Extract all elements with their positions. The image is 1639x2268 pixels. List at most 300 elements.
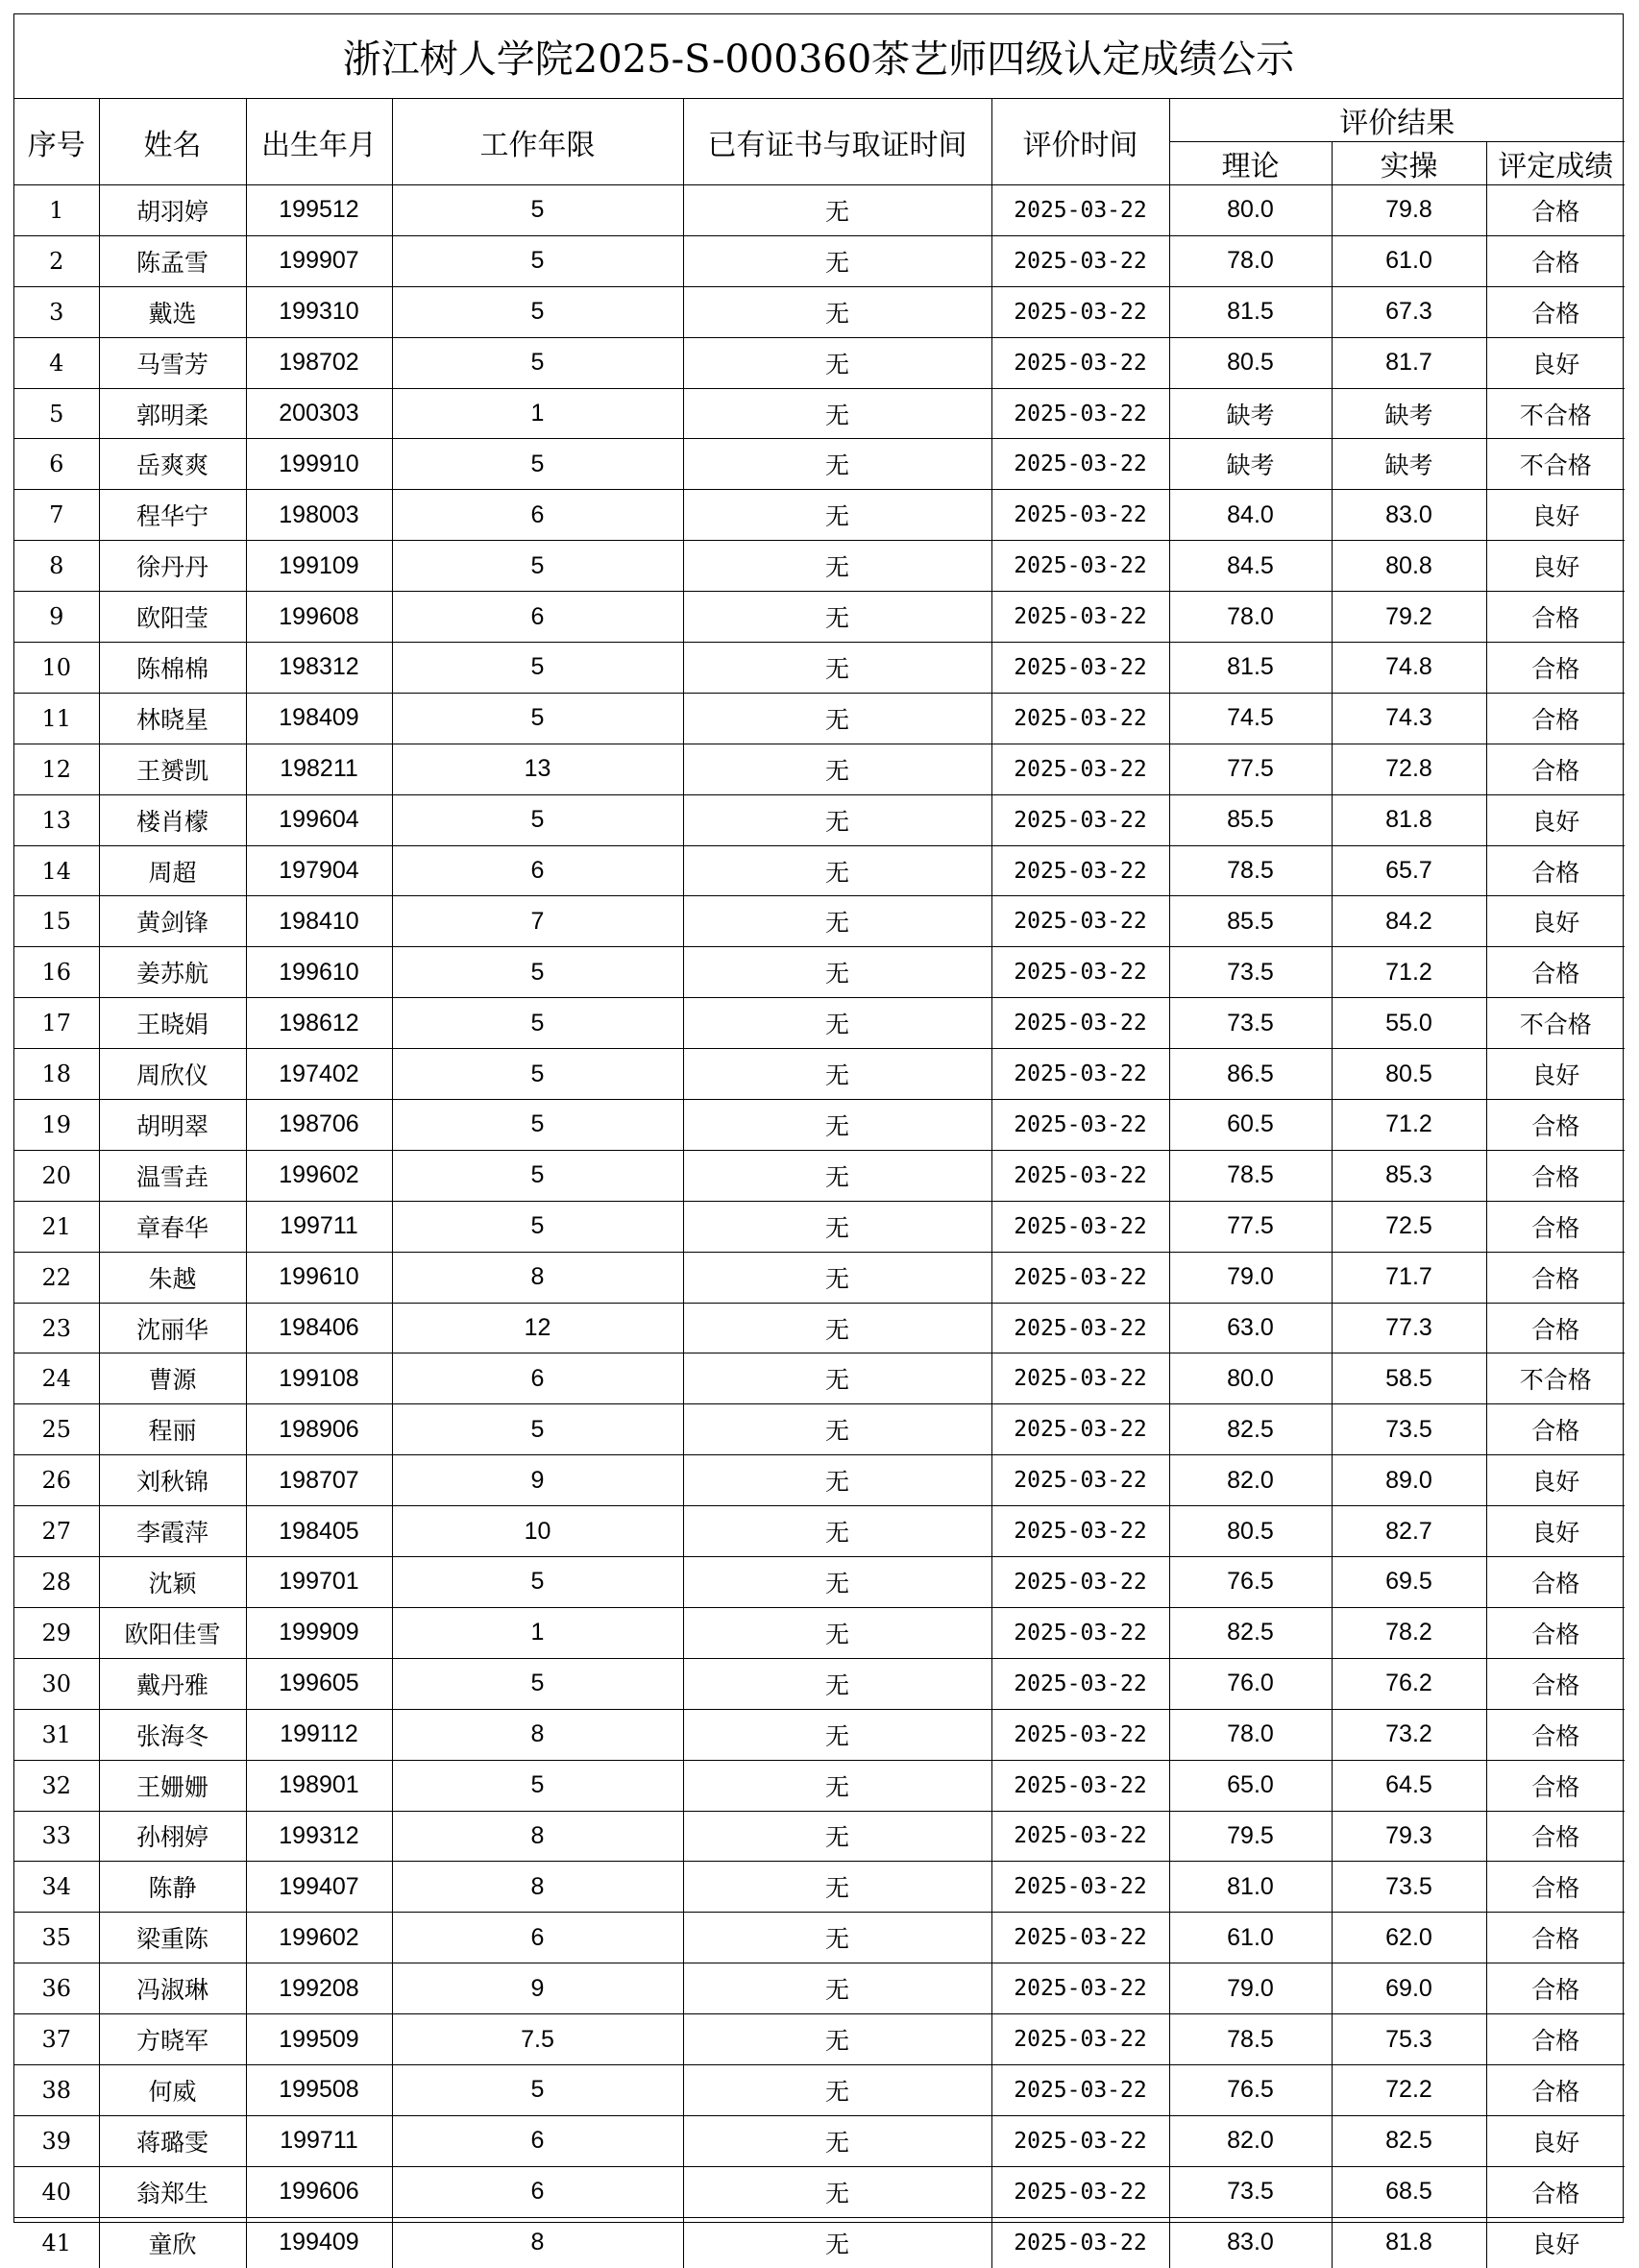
header-eval-time: 评价时间 (991, 99, 1169, 185)
cell-eval-date: 2025-03-22 (991, 185, 1169, 236)
cell-practice: 55.0 (1332, 998, 1486, 1049)
cell-birth: 198906 (246, 1404, 392, 1455)
cell-cert: 无 (683, 2115, 991, 2166)
cell-grade: 不合格 (1486, 439, 1625, 490)
table-row (14, 1404, 1625, 1455)
cell-name: 郭明柔 (99, 388, 246, 439)
cell-years: 8 (392, 2217, 683, 2267)
table-row (14, 1252, 1625, 1303)
cell-seq: 2 (14, 235, 99, 286)
cell-cert: 无 (683, 1252, 991, 1303)
cell-eval-date: 2025-03-22 (991, 643, 1169, 694)
cell-eval-date: 2025-03-22 (991, 286, 1169, 337)
table-row (14, 744, 1625, 794)
cell-eval-date: 2025-03-22 (991, 1404, 1169, 1455)
cell-birth: 199701 (246, 1557, 392, 1608)
cell-practice: 64.5 (1332, 1760, 1486, 1811)
cell-grade: 合格 (1486, 1303, 1625, 1353)
cell-seq: 36 (14, 1963, 99, 2014)
table-row (14, 592, 1625, 643)
cell-seq: 5 (14, 388, 99, 439)
cell-theory: 65.0 (1169, 1760, 1332, 1811)
cell-grade: 合格 (1486, 693, 1625, 744)
table-row (14, 1607, 1625, 1658)
cell-practice: 76.2 (1332, 1658, 1486, 1709)
cell-theory: 缺考 (1169, 388, 1332, 439)
cell-eval-date: 2025-03-22 (991, 693, 1169, 744)
table-row (14, 2115, 1625, 2166)
cell-cert: 无 (683, 845, 991, 896)
cell-years: 13 (392, 744, 683, 794)
cell-name: 马雪芳 (99, 337, 246, 388)
cell-theory: 82.0 (1169, 2115, 1332, 2166)
cell-seq: 32 (14, 1760, 99, 1811)
table-row (14, 1506, 1625, 1557)
cell-cert: 无 (683, 693, 991, 744)
page-title: 浙江树人学院2025-S-000360茶艺师四级认定成绩公示 (14, 14, 1623, 99)
cell-theory: 79.0 (1169, 1252, 1332, 1303)
cell-years: 5 (392, 1760, 683, 1811)
cell-grade: 合格 (1486, 845, 1625, 896)
cell-seq: 6 (14, 439, 99, 490)
cell-eval-date: 2025-03-22 (991, 1303, 1169, 1353)
cell-eval-date: 2025-03-22 (991, 1049, 1169, 1100)
cell-theory: 77.5 (1169, 744, 1332, 794)
cell-practice: 缺考 (1332, 388, 1486, 439)
cell-cert: 无 (683, 286, 991, 337)
cell-practice: 79.3 (1332, 1811, 1486, 1862)
cell-grade: 良好 (1486, 1049, 1625, 1100)
cell-name: 陈静 (99, 1862, 246, 1913)
cell-practice: 62.0 (1332, 1913, 1486, 1963)
cell-eval-date: 2025-03-22 (991, 2217, 1169, 2267)
cell-theory: 78.5 (1169, 1150, 1332, 1201)
cell-eval-date: 2025-03-22 (991, 1150, 1169, 1201)
cell-eval-date: 2025-03-22 (991, 1760, 1169, 1811)
cell-grade: 合格 (1486, 643, 1625, 694)
cell-eval-date: 2025-03-22 (991, 388, 1169, 439)
cell-theory: 73.5 (1169, 2166, 1332, 2217)
cell-eval-date: 2025-03-22 (991, 794, 1169, 845)
cell-birth: 198406 (246, 1303, 392, 1353)
cell-cert: 无 (683, 1709, 991, 1760)
cell-years: 5 (392, 1201, 683, 1252)
cell-eval-date: 2025-03-22 (991, 2014, 1169, 2065)
cell-years: 5 (392, 693, 683, 744)
cell-eval-date: 2025-03-22 (991, 490, 1169, 541)
cell-birth: 198707 (246, 1455, 392, 1506)
cell-seq: 29 (14, 1607, 99, 1658)
cell-practice: 72.2 (1332, 2064, 1486, 2115)
cell-cert: 无 (683, 490, 991, 541)
cell-grade: 合格 (1486, 1913, 1625, 1963)
cell-birth: 199604 (246, 794, 392, 845)
cell-practice: 68.5 (1332, 2166, 1486, 2217)
cell-grade: 良好 (1486, 490, 1625, 541)
cell-grade: 合格 (1486, 744, 1625, 794)
cell-eval-date: 2025-03-22 (991, 2166, 1169, 2217)
cell-cert: 无 (683, 1150, 991, 1201)
cell-name: 林晓星 (99, 693, 246, 744)
table-row (14, 845, 1625, 896)
cell-birth: 199509 (246, 2014, 392, 2065)
cell-practice: 80.5 (1332, 1049, 1486, 1100)
cell-grade: 合格 (1486, 1100, 1625, 1151)
cell-years: 1 (392, 388, 683, 439)
cell-name: 蒋璐雯 (99, 2115, 246, 2166)
cell-eval-date: 2025-03-22 (991, 744, 1169, 794)
cell-theory: 80.0 (1169, 185, 1332, 236)
cell-name: 孙栩婷 (99, 1811, 246, 1862)
table-row (14, 439, 1625, 490)
cell-theory: 78.0 (1169, 1709, 1332, 1760)
cell-years: 5 (392, 794, 683, 845)
cell-years: 5 (392, 947, 683, 998)
cell-birth: 199606 (246, 2166, 392, 2217)
cell-birth: 199109 (246, 541, 392, 592)
cell-cert: 无 (683, 185, 991, 236)
cell-cert: 无 (683, 794, 991, 845)
cell-practice: 73.5 (1332, 1404, 1486, 1455)
cell-seq: 26 (14, 1455, 99, 1506)
cell-practice: 69.0 (1332, 1963, 1486, 2014)
cell-seq: 1 (14, 185, 99, 236)
cell-name: 童欣 (99, 2217, 246, 2267)
cell-cert: 无 (683, 541, 991, 592)
cell-name: 沈丽华 (99, 1303, 246, 1353)
cell-name: 陈孟雪 (99, 235, 246, 286)
table-row (14, 947, 1625, 998)
cell-years: 5 (392, 1100, 683, 1151)
cell-eval-date: 2025-03-22 (991, 1963, 1169, 2014)
cell-name: 王晓娟 (99, 998, 246, 1049)
cell-seq: 21 (14, 1201, 99, 1252)
table-row (14, 1862, 1625, 1913)
cell-cert: 无 (683, 1303, 991, 1353)
cell-grade: 合格 (1486, 1201, 1625, 1252)
cell-years: 1 (392, 1607, 683, 1658)
cell-name: 王姗姗 (99, 1760, 246, 1811)
cell-theory: 81.0 (1169, 1862, 1332, 1913)
cell-grade: 合格 (1486, 185, 1625, 236)
cell-eval-date: 2025-03-22 (991, 1607, 1169, 1658)
cell-birth: 198409 (246, 693, 392, 744)
table-row (14, 1100, 1625, 1151)
cell-seq: 17 (14, 998, 99, 1049)
cell-grade: 良好 (1486, 2115, 1625, 2166)
cell-years: 5 (392, 286, 683, 337)
cell-theory: 78.0 (1169, 235, 1332, 286)
cell-cert: 无 (683, 1607, 991, 1658)
cell-grade: 合格 (1486, 2014, 1625, 2065)
table-body (14, 185, 1625, 2268)
cell-theory: 76.5 (1169, 2064, 1332, 2115)
table-row (14, 2217, 1625, 2267)
cell-eval-date: 2025-03-22 (991, 1658, 1169, 1709)
cell-birth: 199602 (246, 1150, 392, 1201)
table-row (14, 1150, 1625, 1201)
cell-years: 12 (392, 1303, 683, 1353)
cell-cert: 无 (683, 744, 991, 794)
cell-years: 5 (392, 185, 683, 236)
cell-theory: 80.5 (1169, 337, 1332, 388)
cell-birth: 199909 (246, 1607, 392, 1658)
cell-grade: 良好 (1486, 896, 1625, 947)
cell-cert: 无 (683, 896, 991, 947)
cell-theory: 78.5 (1169, 2014, 1332, 2065)
cell-name: 胡明翠 (99, 1100, 246, 1151)
cell-years: 5 (392, 2064, 683, 2115)
cell-name: 章春华 (99, 1201, 246, 1252)
cell-theory: 84.5 (1169, 541, 1332, 592)
table-row (14, 1353, 1625, 1404)
table-row (14, 541, 1625, 592)
cell-cert: 无 (683, 643, 991, 694)
cell-eval-date: 2025-03-22 (991, 1709, 1169, 1760)
table-row (14, 1049, 1625, 1100)
cell-practice: 71.2 (1332, 1100, 1486, 1151)
cell-birth: 199907 (246, 235, 392, 286)
table-row (14, 235, 1625, 286)
cell-years: 9 (392, 1455, 683, 1506)
cell-years: 5 (392, 1404, 683, 1455)
cell-theory: 78.5 (1169, 845, 1332, 896)
cell-cert: 无 (683, 947, 991, 998)
cell-eval-date: 2025-03-22 (991, 541, 1169, 592)
cell-name: 岳爽爽 (99, 439, 246, 490)
cell-birth: 198003 (246, 490, 392, 541)
table-row (14, 998, 1625, 1049)
cell-eval-date: 2025-03-22 (991, 1862, 1169, 1913)
cell-name: 周欣仪 (99, 1049, 246, 1100)
cell-seq: 9 (14, 592, 99, 643)
cell-theory: 63.0 (1169, 1303, 1332, 1353)
cell-grade: 良好 (1486, 1506, 1625, 1557)
table-row (14, 693, 1625, 744)
header-practice: 实操 (1332, 142, 1486, 185)
cell-theory: 82.5 (1169, 1607, 1332, 1658)
cell-name: 翁郑生 (99, 2166, 246, 2217)
cell-birth: 199610 (246, 1252, 392, 1303)
cell-seq: 8 (14, 541, 99, 592)
cell-years: 5 (392, 1557, 683, 1608)
cell-birth: 199407 (246, 1862, 392, 1913)
cell-practice: 81.8 (1332, 794, 1486, 845)
cell-years: 5 (392, 439, 683, 490)
cell-seq: 16 (14, 947, 99, 998)
cell-grade: 良好 (1486, 794, 1625, 845)
cell-theory: 81.5 (1169, 643, 1332, 694)
cell-cert: 无 (683, 1913, 991, 1963)
cell-birth: 199108 (246, 1353, 392, 1404)
cell-grade: 不合格 (1486, 1353, 1625, 1404)
cell-eval-date: 2025-03-22 (991, 845, 1169, 896)
cell-years: 10 (392, 1506, 683, 1557)
cell-name: 欧阳佳雪 (99, 1607, 246, 1658)
cell-grade: 良好 (1486, 337, 1625, 388)
table-row (14, 1913, 1625, 1963)
cell-practice: 83.0 (1332, 490, 1486, 541)
cell-years: 8 (392, 1252, 683, 1303)
table-row (14, 185, 1625, 236)
cell-name: 梁重陈 (99, 1913, 246, 1963)
cell-grade: 合格 (1486, 286, 1625, 337)
cell-theory: 82.0 (1169, 1455, 1332, 1506)
cell-eval-date: 2025-03-22 (991, 1913, 1169, 1963)
cell-grade: 合格 (1486, 1862, 1625, 1913)
cell-grade: 合格 (1486, 2064, 1625, 2115)
cell-birth: 199112 (246, 1709, 392, 1760)
cell-name: 程丽 (99, 1404, 246, 1455)
cell-years: 6 (392, 2115, 683, 2166)
cell-birth: 198702 (246, 337, 392, 388)
cell-birth: 198901 (246, 1760, 392, 1811)
table-row (14, 1811, 1625, 1862)
cell-cert: 无 (683, 1455, 991, 1506)
table-row (14, 1963, 1625, 2014)
cell-name: 温雪垚 (99, 1150, 246, 1201)
cell-years: 5 (392, 998, 683, 1049)
cell-cert: 无 (683, 1811, 991, 1862)
cell-grade: 合格 (1486, 235, 1625, 286)
cell-name: 何威 (99, 2064, 246, 2115)
cell-theory: 84.0 (1169, 490, 1332, 541)
cell-name: 刘秋锦 (99, 1455, 246, 1506)
cell-practice: 65.7 (1332, 845, 1486, 896)
cell-seq: 41 (14, 2217, 99, 2267)
cell-name: 朱越 (99, 1252, 246, 1303)
cell-eval-date: 2025-03-22 (991, 2115, 1169, 2166)
cell-practice: 缺考 (1332, 439, 1486, 490)
cell-cert: 无 (683, 1201, 991, 1252)
cell-seq: 23 (14, 1303, 99, 1353)
cell-practice: 79.8 (1332, 185, 1486, 236)
cell-theory: 缺考 (1169, 439, 1332, 490)
cell-birth: 199910 (246, 439, 392, 490)
cell-name: 冯淑琳 (99, 1963, 246, 2014)
cell-practice: 74.3 (1332, 693, 1486, 744)
cell-name: 陈棉棉 (99, 643, 246, 694)
cell-cert: 无 (683, 1506, 991, 1557)
cell-grade: 合格 (1486, 1150, 1625, 1201)
cell-years: 5 (392, 1658, 683, 1709)
cell-theory: 61.0 (1169, 1913, 1332, 1963)
table-row (14, 2064, 1625, 2115)
cell-grade: 合格 (1486, 1811, 1625, 1862)
cell-practice: 75.3 (1332, 2014, 1486, 2065)
cell-birth: 200303 (246, 388, 392, 439)
cell-cert: 无 (683, 2166, 991, 2217)
cell-seq: 38 (14, 2064, 99, 2115)
header-seq: 序号 (14, 99, 99, 185)
cell-seq: 31 (14, 1709, 99, 1760)
cell-seq: 14 (14, 845, 99, 896)
cell-seq: 22 (14, 1252, 99, 1303)
cell-eval-date: 2025-03-22 (991, 1557, 1169, 1608)
cell-birth: 199605 (246, 1658, 392, 1709)
cell-cert: 无 (683, 2064, 991, 2115)
cell-eval-date: 2025-03-22 (991, 592, 1169, 643)
cell-name: 姜苏航 (99, 947, 246, 998)
cell-theory: 74.5 (1169, 693, 1332, 744)
cell-practice: 71.2 (1332, 947, 1486, 998)
cell-practice: 80.8 (1332, 541, 1486, 592)
cell-eval-date: 2025-03-22 (991, 947, 1169, 998)
cell-birth: 197402 (246, 1049, 392, 1100)
cell-cert: 无 (683, 998, 991, 1049)
header-birth: 出生年月 (246, 99, 392, 185)
cell-years: 7.5 (392, 2014, 683, 2065)
score-sheet (13, 13, 1624, 2258)
cell-grade: 合格 (1486, 1607, 1625, 1658)
cell-practice: 84.2 (1332, 896, 1486, 947)
cell-birth: 199512 (246, 185, 392, 236)
cell-eval-date: 2025-03-22 (991, 998, 1169, 1049)
cell-eval-date: 2025-03-22 (991, 439, 1169, 490)
cell-name: 程华宁 (99, 490, 246, 541)
cell-years: 6 (392, 592, 683, 643)
cell-practice: 73.5 (1332, 1862, 1486, 1913)
cell-name: 欧阳莹 (99, 592, 246, 643)
table-row (14, 388, 1625, 439)
cell-practice: 81.8 (1332, 2217, 1486, 2267)
cell-name: 戴选 (99, 286, 246, 337)
cell-years: 5 (392, 541, 683, 592)
cell-cert: 无 (683, 1100, 991, 1151)
cell-name: 李霞萍 (99, 1506, 246, 1557)
cell-cert: 无 (683, 1049, 991, 1100)
cell-seq: 7 (14, 490, 99, 541)
header-grade: 评定成绩 (1486, 142, 1625, 185)
table-row (14, 2166, 1625, 2217)
score-table (14, 99, 1625, 2268)
cell-theory: 76.5 (1169, 1557, 1332, 1608)
cell-years: 5 (392, 235, 683, 286)
cell-practice: 81.7 (1332, 337, 1486, 388)
cell-eval-date: 2025-03-22 (991, 337, 1169, 388)
cell-cert: 无 (683, 1557, 991, 1608)
cell-name: 胡羽婷 (99, 185, 246, 236)
cell-practice: 85.3 (1332, 1150, 1486, 1201)
cell-grade: 合格 (1486, 947, 1625, 998)
cell-name: 周超 (99, 845, 246, 896)
cell-birth: 199310 (246, 286, 392, 337)
table-row (14, 1557, 1625, 1608)
cell-practice: 72.5 (1332, 1201, 1486, 1252)
cell-birth: 199711 (246, 1201, 392, 1252)
cell-practice: 89.0 (1332, 1455, 1486, 1506)
cell-grade: 合格 (1486, 1760, 1625, 1811)
header-row (14, 99, 1625, 142)
cell-theory: 78.0 (1169, 592, 1332, 643)
cell-seq: 33 (14, 1811, 99, 1862)
cell-grade: 良好 (1486, 541, 1625, 592)
table-row (14, 1760, 1625, 1811)
cell-theory: 60.5 (1169, 1100, 1332, 1151)
cell-years: 9 (392, 1963, 683, 2014)
cell-theory: 85.5 (1169, 896, 1332, 947)
cell-seq: 40 (14, 2166, 99, 2217)
cell-birth: 199312 (246, 1811, 392, 1862)
cell-theory: 85.5 (1169, 794, 1332, 845)
header-cert: 已有证书与取证时间 (683, 99, 991, 185)
cell-eval-date: 2025-03-22 (991, 2064, 1169, 2115)
header-years: 工作年限 (392, 99, 683, 185)
cell-name: 曹源 (99, 1353, 246, 1404)
cell-practice: 61.0 (1332, 235, 1486, 286)
cell-grade: 良好 (1486, 1455, 1625, 1506)
cell-seq: 15 (14, 896, 99, 947)
